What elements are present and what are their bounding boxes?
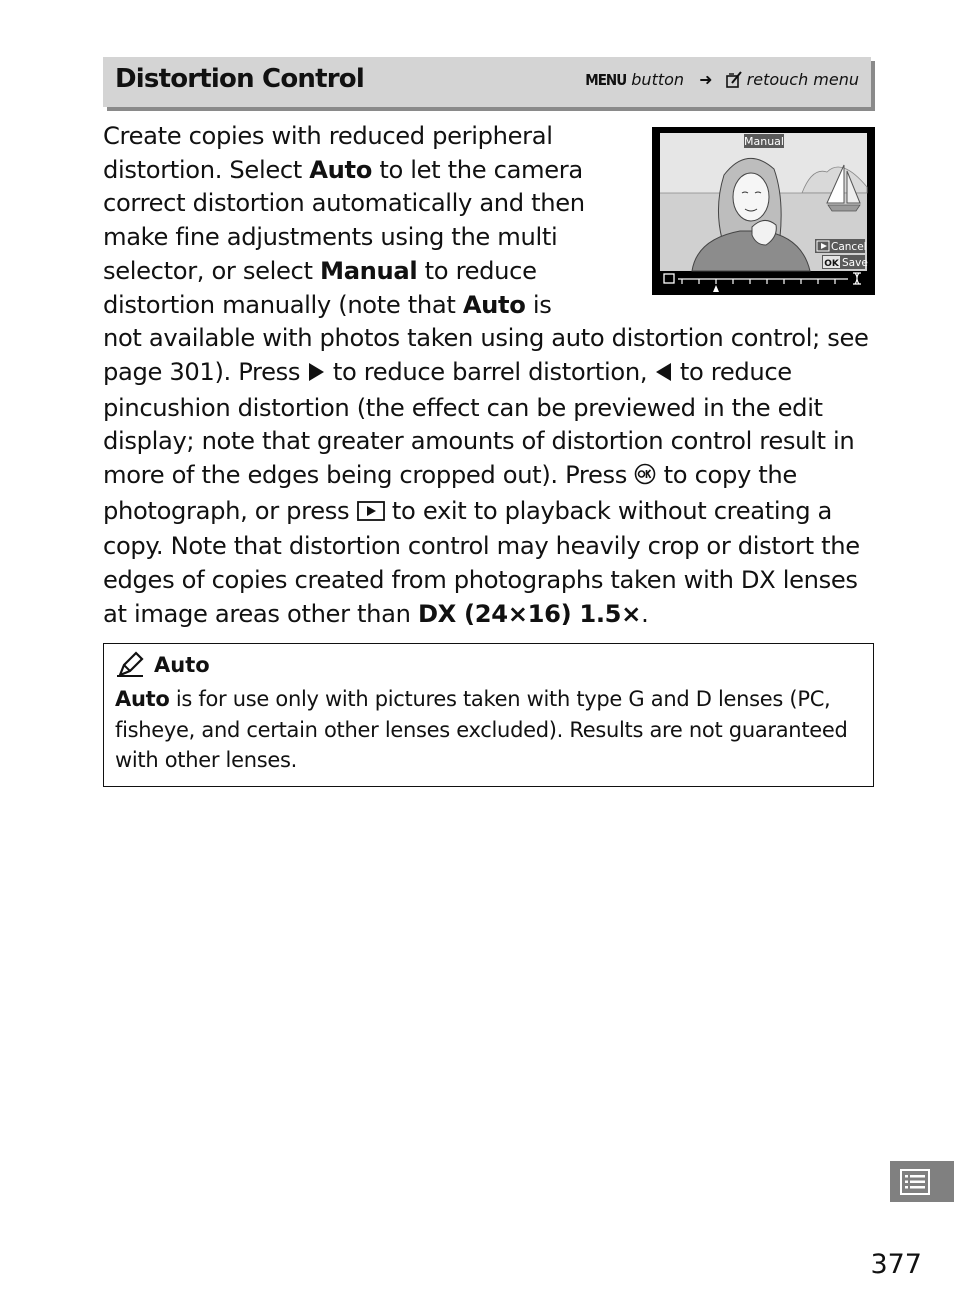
note-box [103, 643, 874, 787]
screen-cancel-label: Cancel [831, 241, 867, 253]
note-title: Auto [154, 653, 210, 677]
retouch-menu-icon [726, 70, 743, 92]
screen-mode-label: Manual [744, 135, 784, 148]
note-auto-bold: Auto [115, 687, 170, 711]
note-text: is for use only with pictures taken with type G and D lenses (PC, fisheye, and certain other lenses excluded). Results are not guaranteed with other lenses. [115, 687, 848, 772]
arrow-icon: ➜ [699, 70, 713, 89]
body-text-8: to exit to playback without creating a copy. Note that distortion control may heavily crop or distort the edges of copies created from photographs taken with DX lenses at image areas other than [103, 496, 860, 628]
body-text-1: Create copies with reduced peripheral distortion. Select [103, 122, 553, 184]
body-text-2: to let the camera correct distortion automatically and then make fine adjustments using the multi selector, or select [103, 155, 585, 285]
body-text-6: to reduce pincushion distortion (the effect can be previewed in the edit display; note that greater amounts of distortion control result in more of the edges being cropped out). Press [103, 357, 855, 490]
menu-path-label: retouch menu [746, 70, 859, 89]
menu-breadcrumb [585, 70, 859, 92]
left-arrow-icon [655, 358, 673, 392]
pencil-icon [116, 651, 144, 681]
menu-list-icon [900, 1169, 930, 1195]
body-text-3: to reduce distortion manually (note that [103, 256, 537, 319]
body-text-9: . [641, 599, 649, 628]
page-title: Distortion Control [115, 64, 364, 94]
ok-button-icon [634, 461, 656, 495]
body-text-7: to copy the photograph, or press [103, 461, 797, 525]
screen-save-label: Save [842, 257, 868, 269]
image-spacer [588, 120, 878, 320]
body-text-4: is not available with photos taken using auto distortion control; see page 301). Press [103, 290, 869, 386]
body-auto-bold-2: Auto [462, 290, 526, 319]
section-header [103, 57, 871, 107]
button-word: button [631, 70, 685, 89]
body-text-5: to reduce barrel distortion, [325, 357, 655, 386]
body-paragraph [103, 120, 878, 632]
page-number: 377 [870, 1249, 922, 1280]
playback-button-icon [357, 497, 385, 531]
body-manual-bold: Manual [319, 256, 418, 285]
body-auto-bold: Auto [309, 155, 372, 184]
chapter-tab [890, 1161, 954, 1202]
menu-key-label: MENU [585, 71, 627, 89]
body-dx-bold: DX (24×16) 1.5× [417, 599, 642, 628]
note-body [115, 684, 867, 776]
right-arrow-icon [307, 358, 325, 392]
screen-ok-label: OK [824, 259, 839, 269]
